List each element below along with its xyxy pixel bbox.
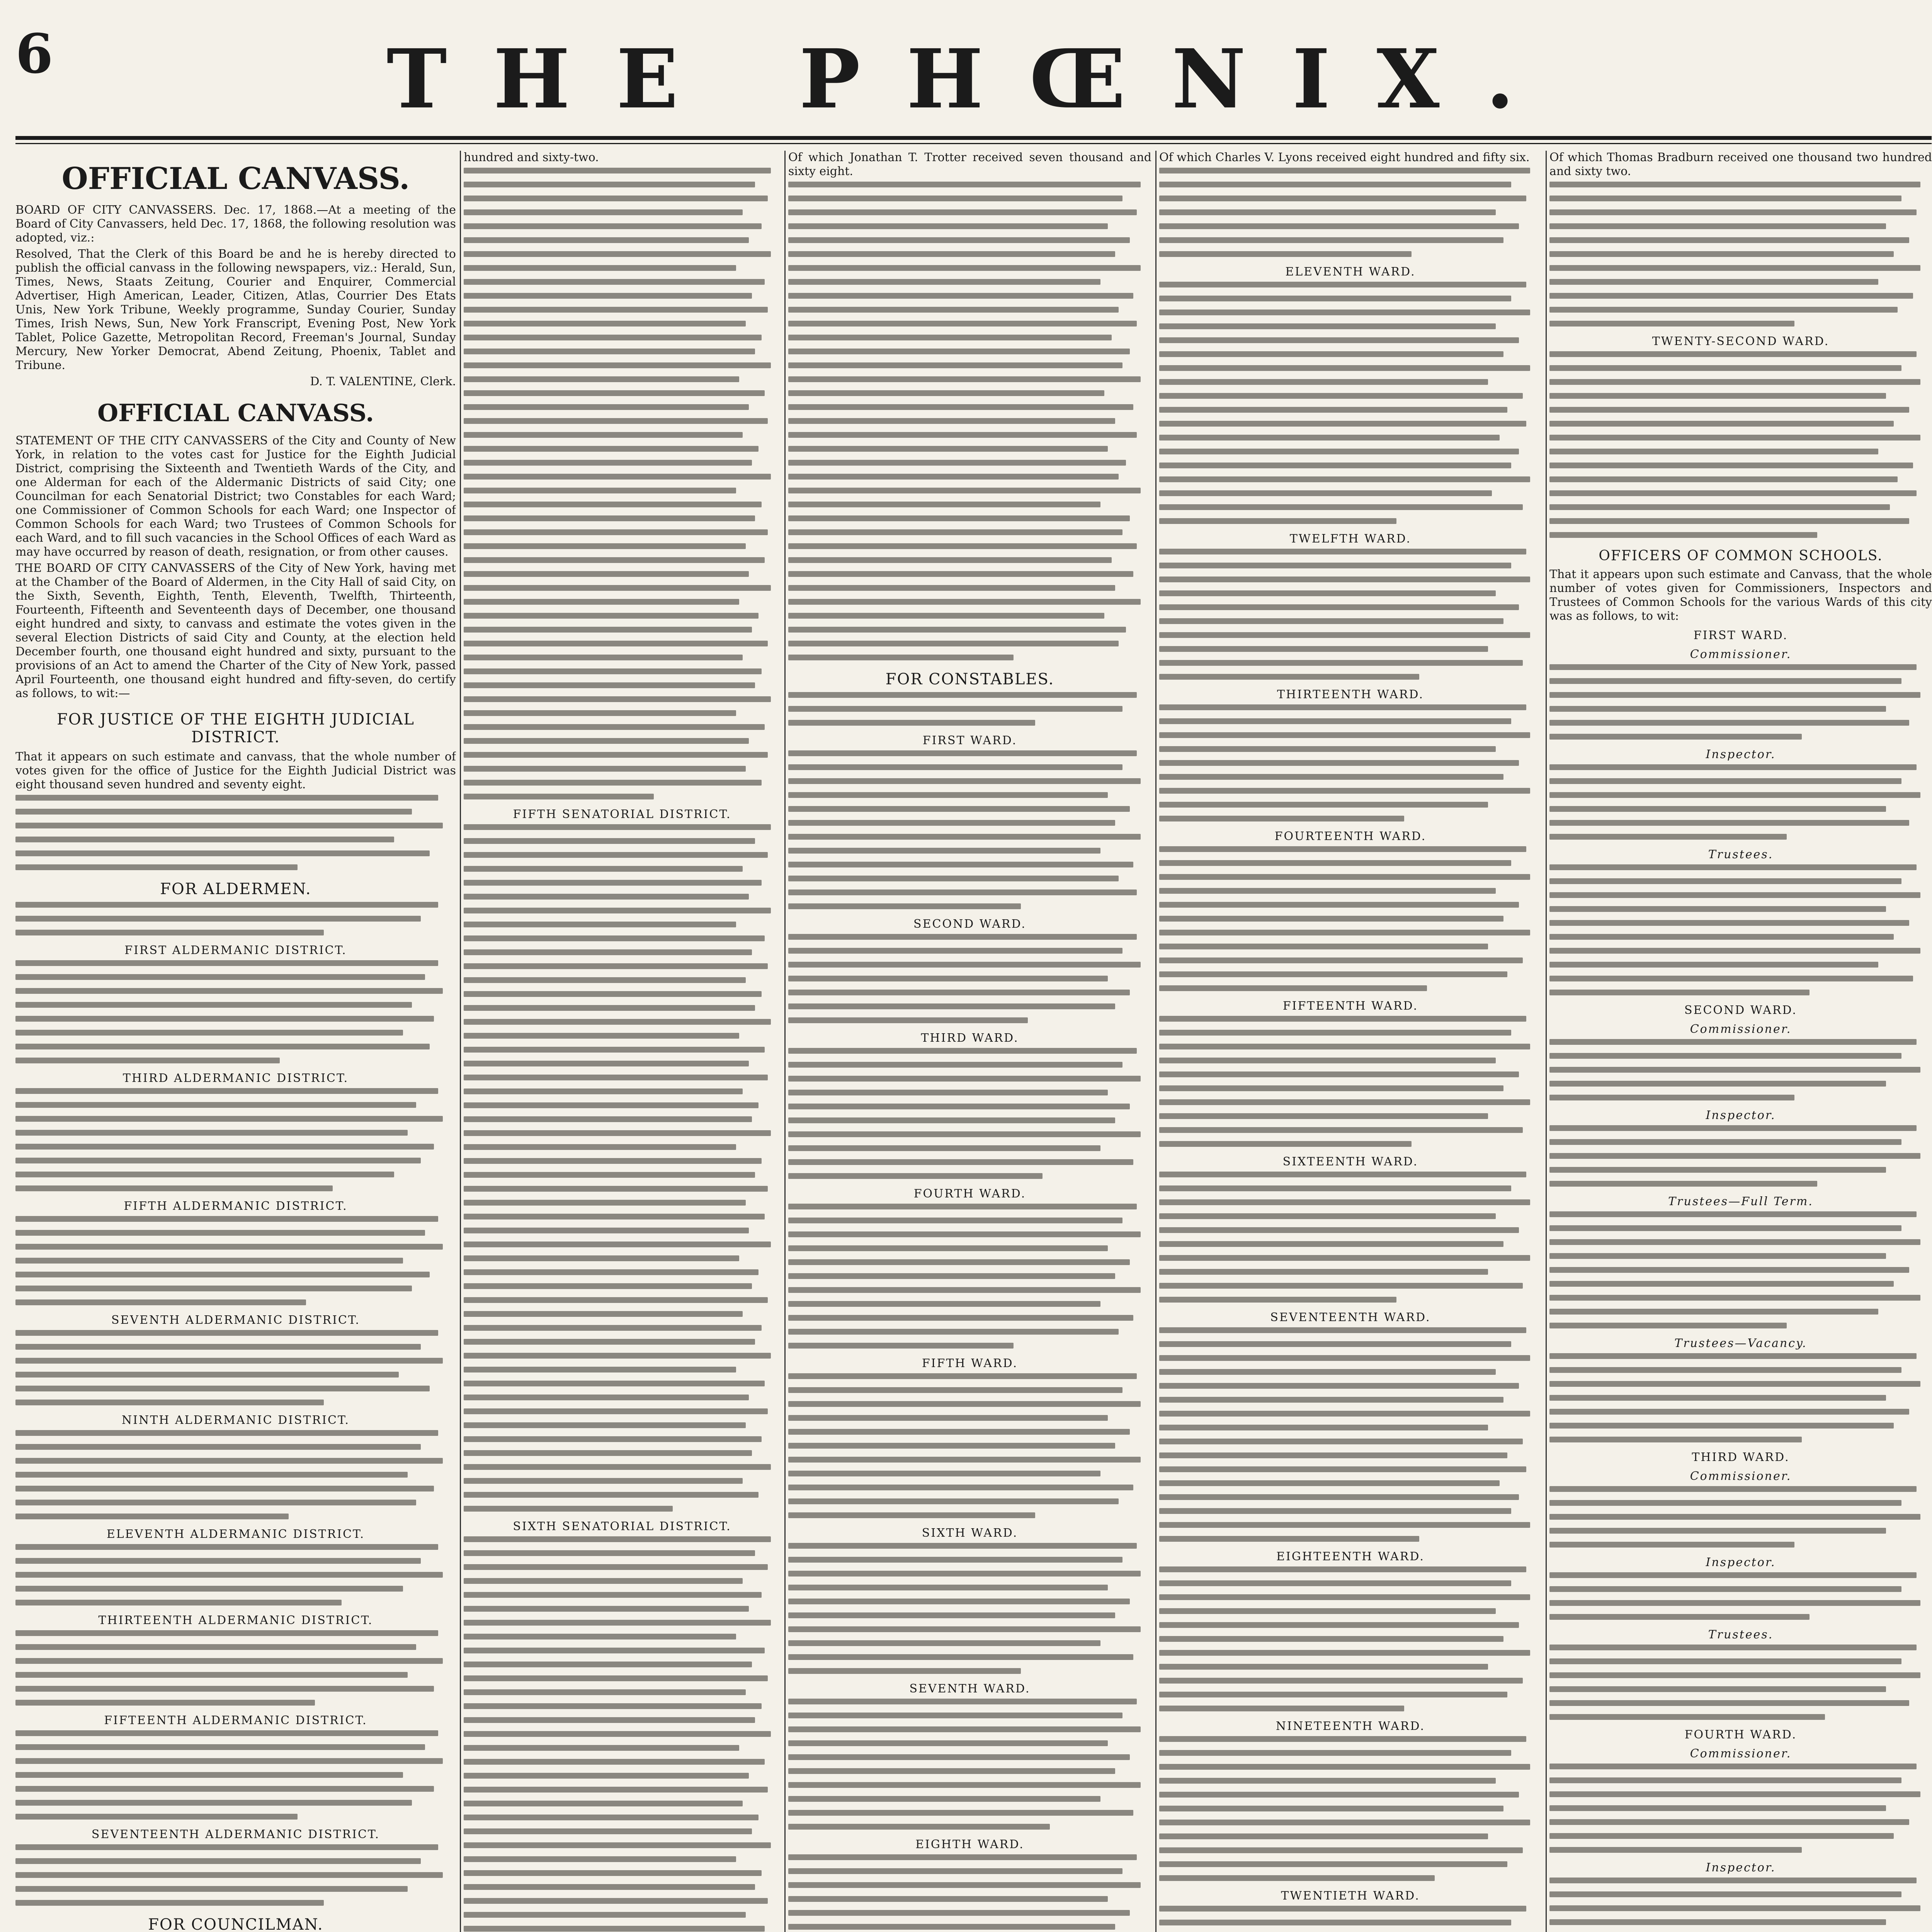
office-heading: Inspector. (1706, 748, 1776, 761)
ward-heading: FOURTH WARD. (913, 1187, 1026, 1201)
clerk-signature: D. T. VALENTINE, Clerk. (310, 374, 456, 388)
illegible-text-block (1549, 1878, 1932, 1932)
justice-paragraph: That it appears on such estimate and canvass, that the whole number of votes given for the office of Justice for the Eighth Judicial District was eight thousand seven hundred and seventy eight. (15, 750, 456, 791)
illegible-text-block (1159, 1172, 1542, 1303)
illegible-text-block (1159, 1906, 1542, 1932)
subsection-heading: FOR JUSTICE OF THE EIGHTH JUDICIAL DISTRICT. (57, 710, 415, 746)
masthead-rule-thin (15, 143, 1932, 144)
district-heading: SEVENTH ALDERMANIC DISTRICT. (111, 1313, 361, 1327)
illegible-text-block (464, 168, 781, 799)
illegible-text-block (1159, 282, 1542, 524)
district-heading: ELEVENTH ALDERMANIC DISTRICT. (106, 1527, 365, 1541)
continued-line: Of which Charles V. Lyons received eight hundred and fifty six. (1159, 151, 1530, 164)
district-heading: NINTH ALDERMANIC DISTRICT. (121, 1413, 350, 1427)
ward-heading: SEVENTH WARD. (909, 1682, 1031, 1696)
ward-heading: FIRST WARD. (1693, 629, 1788, 642)
district-heading: SIXTH SENATORIAL DISTRICT. (513, 1520, 731, 1533)
illegible-text-block (1549, 1039, 1932, 1100)
district-heading: SEVENTEENTH ALDERMANIC DISTRICT. (91, 1827, 380, 1841)
column-2 (464, 151, 781, 1932)
illegible-text-block (15, 1088, 456, 1191)
board-resolution-paragraph: BOARD OF CITY CANVASSERS. Dec. 17, 1868.—At a meeting of the Board of City Canvassers, held Dec. 17, 1868, the following resolution was adopted, viz.: (15, 203, 456, 245)
illegible-text-block (788, 1543, 1151, 1674)
illegible-text-block (15, 1844, 456, 1906)
office-heading: Inspector. (1706, 1109, 1776, 1122)
illegible-text-block (788, 692, 1151, 726)
illegible-text-block (1549, 1572, 1932, 1620)
district-heading: THIRTEENTH ALDERMANIC DISTRICT. (98, 1613, 373, 1627)
illegible-text-block (1549, 1764, 1932, 1853)
illegible-text-block (1159, 168, 1542, 257)
illegible-text-block (788, 1204, 1151, 1349)
office-heading: Commissioner. (1690, 1747, 1792, 1760)
column-divider (460, 151, 461, 1932)
continued-line: hundred and sixty-two. (464, 151, 599, 164)
column-divider (1546, 151, 1547, 1932)
ward-heading: FIFTEENTH WARD. (1282, 999, 1418, 1013)
illegible-text-block (15, 960, 456, 1063)
continued-line: Of which Thomas Bradburn received one thousand two hundred and sixty two. (1549, 151, 1932, 178)
illegible-text-block (1159, 1327, 1542, 1542)
subsection-heading: FOR COUNCILMAN. (148, 1915, 323, 1932)
board-canvass-paragraph: THE BOARD OF CITY CANVASSERS of the City of New York, having met at the Chamber of the Board of Aldermen, in the City Hall of said City, on the Sixth, Seventh, Eighth, Tenth, Eleventh, Twelfth, Thirteenth, Fourteenth, Fifteenth and Seventeenth days of December, one thousand eight hundred and sixty, to canvass and estimate the votes given in the several Election Districts of said City and County, at the election held December fourth, one thousand eight hundred and sixty, pursuant to the provisions of an Act to amend the Charter of the City of New York, passed April Fourteenth, one thousand eight hundred and fifty-seven, do certify as follows, to wit:— (15, 561, 456, 700)
ward-heading: FIRST WARD. (922, 734, 1017, 747)
illegible-text-block (15, 795, 456, 870)
office-heading: Trustees. (1708, 1628, 1774, 1641)
office-heading: Commissioner. (1690, 1469, 1792, 1483)
illegible-text-block (464, 1536, 781, 1932)
illegible-text-block (1549, 1125, 1932, 1187)
office-heading: Commissioner. (1690, 648, 1792, 661)
office-heading: Trustees. (1708, 848, 1774, 861)
subsection-heading: FOR ALDERMEN. (160, 880, 311, 898)
illegible-text-block (788, 1373, 1151, 1518)
office-heading: Trustees—Vacancy. (1674, 1337, 1807, 1350)
illegible-text-block (1549, 764, 1932, 840)
illegible-text-block (15, 1630, 456, 1706)
district-heading: THIRD ALDERMANIC DISTRICT. (122, 1071, 349, 1085)
ward-heading: EIGHTH WARD. (915, 1838, 1024, 1851)
ward-heading: SIXTH WARD. (922, 1526, 1018, 1540)
illegible-text-block (788, 750, 1151, 909)
ward-heading: TWELFTH WARD. (1289, 532, 1412, 546)
masthead-rule-thick (15, 136, 1932, 140)
illegible-text-block (1159, 1016, 1542, 1147)
illegible-text-block (788, 1699, 1151, 1830)
office-heading: Trustees—Full Term. (1668, 1195, 1813, 1208)
newspaper-title: THE PHŒNIX. (386, 31, 1561, 127)
illegible-text-block (1549, 1645, 1932, 1720)
ward-heading: FIFTH WARD. (922, 1357, 1018, 1370)
illegible-text-block (1549, 664, 1932, 740)
column-divider (1155, 151, 1156, 1932)
subsection-heading: FOR CONSTABLES. (885, 670, 1054, 688)
column-4 (1159, 151, 1542, 1932)
ward-heading: TWENTIETH WARD. (1281, 1889, 1420, 1903)
illegible-text-block (1549, 1486, 1932, 1548)
office-heading: Inspector. (1706, 1861, 1776, 1874)
section-heading: OFFICIAL CANVASS. (97, 398, 374, 427)
page-number: 6 (15, 22, 53, 86)
officers-paragraph: That it appears upon such estimate and Canvass, that the whole number of votes given for Commissioners, Inspectors and Trustees of Common Schools for the various Wards of this city was as follows, to wit: (1549, 568, 1932, 623)
illegible-text-block (15, 1430, 456, 1519)
ward-heading: SECOND WARD. (1684, 1003, 1797, 1017)
illegible-text-block (1159, 1566, 1542, 1711)
illegible-text-block (15, 1730, 456, 1820)
office-heading: Inspector. (1706, 1556, 1776, 1569)
column-5 (1549, 151, 1932, 1932)
ward-heading: SECOND WARD. (913, 917, 1026, 931)
district-heading: FIFTEENTH ALDERMANIC DISTRICT. (104, 1713, 367, 1727)
illegible-text-block (1549, 351, 1932, 538)
illegible-text-block (1159, 846, 1542, 991)
ward-heading: SEVENTEENTH WARD. (1270, 1311, 1431, 1324)
ward-heading: ELEVENTH WARD. (1285, 265, 1416, 279)
subsection-heading: OFFICERS OF COMMON SCHOOLS. (1599, 548, 1883, 564)
illegible-text-block (1159, 1736, 1542, 1881)
ward-heading: NINETEENTH WARD. (1276, 1719, 1425, 1733)
illegible-text-block (1159, 549, 1542, 680)
column-divider (784, 151, 786, 1932)
ward-heading: EIGHTEENTH WARD. (1276, 1550, 1425, 1563)
illegible-text-block (1549, 864, 1932, 995)
district-heading: FIRST ALDERMANIC DISTRICT. (124, 943, 347, 957)
illegible-text-block (15, 1216, 456, 1305)
illegible-text-block (1549, 1353, 1932, 1442)
office-heading: Commissioner. (1690, 1022, 1792, 1036)
ward-heading: SIXTEENTH WARD. (1282, 1155, 1418, 1168)
statement-paragraph: STATEMENT OF THE CITY CANVASSERS of the City and County of New York, in relation to the votes cast for Justice for the Eighth Judicial District, comprising the Sixteenth and Twentieth Wards of the City, and one Alderman for each of the Aldermanic Districts of said City; one Councilman for each Senatorial District; two Constables for each Ward; one Commissioner of Common Schools for each Ward; one Inspector of Common Schools for each Ward; two Trustees of Common Schools for each Ward, and to fill such vacancies in the School Offices of each Ward as may have occurred by reason of death, resignation, or from other causes. (15, 434, 456, 559)
ward-heading: THIRD WARD. (1692, 1451, 1790, 1464)
illegible-text-block (788, 1854, 1151, 1932)
illegible-text-block (464, 824, 781, 1512)
illegible-text-block (1159, 704, 1542, 821)
continued-line: Of which Jonathan T. Trotter received seven thousand and sixty eight. (788, 151, 1151, 178)
illegible-text-block (788, 934, 1151, 1023)
ward-heading: FOURTEENTH WARD. (1274, 830, 1427, 843)
illegible-text-block (1549, 182, 1932, 327)
ward-heading: THIRD WARD. (921, 1031, 1019, 1045)
illegible-text-block (788, 182, 1151, 660)
section-heading: OFFICIAL CANVASS. (61, 161, 410, 196)
illegible-text-block (15, 1330, 456, 1405)
illegible-text-block (1549, 1211, 1932, 1328)
district-heading: FIFTH SENATORIAL DISTRICT. (513, 808, 731, 821)
illegible-text-block (15, 902, 456, 935)
district-heading: FIFTH ALDERMANIC DISTRICT. (124, 1199, 348, 1213)
ward-heading: THIRTEENTH WARD. (1277, 688, 1424, 701)
illegible-text-block (788, 1048, 1151, 1179)
column-3 (788, 151, 1151, 1932)
masthead (0, 0, 1932, 147)
illegible-text-block (15, 1544, 456, 1605)
column-1 (15, 151, 456, 1932)
ward-heading: FOURTH WARD. (1684, 1728, 1797, 1742)
resolved-paragraph: Resolved, That the Clerk of this Board be and he is hereby directed to publish the official canvass in the following newspapers, viz.: Herald, Sun, Times, News, Staats Zeitung, Courier and Enquirer, Commercial Advertiser, High American, Leader, Citizen, Atlas, Courrier Des Etats Unis, New York Tribune, Weekly programme, Sunday Courier, Sunday Times, Irish News, Sun, New York Franscript, Evening Post, New York Tablet, Police Gazette, Metropolitan Record, Freeman's Journal, Sunday Mercury, New Yorker Democrat, Abend Zeitung, Phoenix, Tablet and Tribune. (15, 247, 456, 372)
ward-heading: TWENTY-SECOND WARD. (1652, 335, 1830, 348)
